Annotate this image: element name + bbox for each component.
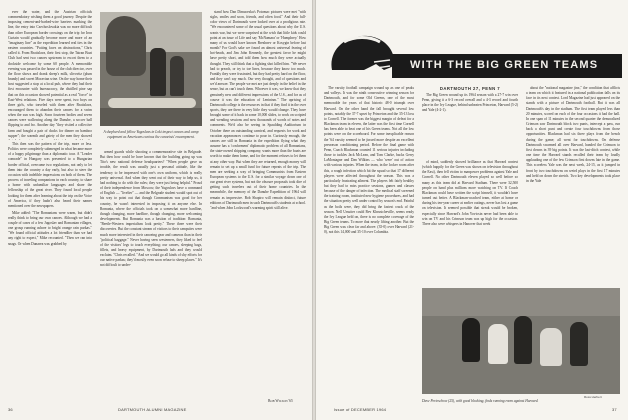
photo-figure	[170, 56, 184, 96]
game-subhead: DARTMOUTH 27, PENN 7	[439, 86, 501, 91]
section-banner	[392, 54, 622, 78]
footer-magazine-title: DARTMOUTH ALUMNI MAGAZINE	[118, 407, 187, 412]
photo-credit: Ross Herbert	[584, 395, 602, 399]
page-number-right: 37	[612, 407, 617, 412]
left-col-3	[210, 10, 306, 398]
photo-ground	[100, 108, 202, 126]
dartmouth-helmet-logo	[324, 30, 400, 78]
right-col-2-box	[422, 86, 518, 148]
shepherd-photo	[100, 12, 202, 126]
photo-player	[488, 324, 508, 364]
photo-player	[514, 316, 532, 364]
article-paragraph: of mind, suddenly showed brilliance as that Harvard contest (which happily for the Green was shown on television throughout the East), then fell victim to manpower problems against Yale and Cornell. No other Dartmouth eleven played so well before so many as this team did at Harvard Stadium. There were 32,500 people on hand plus millions more watching on TV. If Coach Blackman could have written the script himself, it wouldn't have turned out better. A Blackman-coached team, either at home or during his ten-year career at earlier outings, never has lost a game on television. It seemed possible that streak would be broken, especially since Harvard's John Yovicsin never had been able to win on TV and his Crimson team was up high for the occasion. There also were whispers in Hanover that week	[422, 160, 518, 226]
article-paragraph: This then was the pattern of the trip, more or less. Politics were completely submerged in what became more of a happy pilgrimage than a diplomatic tour. A "Leader comrade" in Hungary was presented to a Hungarian border official, overcame two regulations, not only to let them into the country a day early, but also to steer the occasion with indelible impressions on both of them. The process of traveling companions in each country, to share a home with unfamiliar languages and share the fellowship of the great river. They found local people looking for them after learning about the trip on the Voice of America, if they hadn't also heard their names mentioned over the newspapers.	[8, 142, 92, 208]
game-summary: The Big Green wound up its 1964 season with a 27-7 win over Penn, giving it a 6-3 record overall and a 4-3 record and fourth place in the Ivy League, behind unbeaten Princeton, Harvard (5-2) and Yale (4-2-1).	[422, 92, 518, 113]
photo-figure	[150, 48, 166, 96]
section-title: WITH THE BIG GREEN TEAMS	[410, 59, 599, 71]
article-paragraph: armed guards while shooting a commemorative site in Belgrade. But then how could he have known that the building going up was Tito's new national defense headquarters? "When people gave us trouble, the result was usually just a personal attitude, like the tendency to be impressed with one's own uniform, which is really pretty universal. And when they went out of their way to help us, it had nothing to do with the rules; they were just being helpful." Proud of their independence from Moscow, the Yugoslavs have a command of English — "livelier" — and the Belgrade student would spot out of his way to point out that though Communism was good for her country, he wasn't interested in imposing it on anyone else. In Romania, where the officials took on a somewhat more hardline, though changing, more hardline, though changing, more welcoming developments. But Romania was a bastion of tradition: Romania, "Beetle-Western imperialism look pretty." These three were their discoveries. But the constant stream of visitors to their campsites were much more interested in their canoeing gear and cameras than in their "political baggage." Never having seen westerners, they liked to feel of the visitors' legs to touch everything; our canoes, sleeping bags, fillets, and heavy equipment, by Dartmouth lads and they would exclaim. "Chris recalled. "And we would go all kinds of shy efforts for our native parkas; they'd mostly even soon refuse to sheep places." It's not difficult to under-	[100, 150, 202, 268]
photo-player	[462, 318, 480, 362]
photo-player	[570, 322, 588, 366]
left-col-1-top	[8, 10, 92, 140]
right-col-2	[422, 160, 518, 284]
photo-tree	[106, 16, 146, 76]
football-action-photo	[422, 288, 620, 394]
article-paragraph: about the "national magazine jinx," the condition that afflicts a team on which it featured in a national publication falls on its face in its next contest. Lord Magazine had just appeared on the stands with a picture of Dartmouth football. But it was all Dartmouth's day in the stadium. The first team played less than 20 minutes, scored on each of the four occasions it had the ball. In one span of 11 minutes in the second quarter the demoralized Crimson saw Dartmouth block two punts, intercept a pass, run back a short punt and create four touchdowns from those opportunities. Blackman had six three plays from the bench during the game; all went for touchdowns. On defense Dartmouth swarmed all over Harvard, handed the Crimson to first downs in 39 big points. It was the last-ditch contest, while one time the Harvard stands recalled their team by loudly applauding one of the few Crimson first downs late in the game. This scoreless Yale was the next week, 24-15, as it jumped in front by two touchdowns on weird plays in the first 17 minutes and held on down the stretch. Two key developments took place in the Yale	[526, 86, 620, 183]
photo-stands	[422, 288, 620, 316]
article-paragraph: ever the water, and the Austrian officials commendatory wishing them a good journey. Despite the imposing cement-and-barbed-wire barriers marking the line, the entry into Czechoslovakia was no more difficult than other European border crossings on the trip for Iron Curtain would gradually become more and more of an "imaginary line" as the expedition learned real ties in the eastern countries. "Putting faces on abstractions," Chris called it. From Bratislava, their first stop, the Tatran Boat Club had sent two canoes upstream to escort them to a dockside welcome by some 60 people. A memorable evening was passed in the house of the club director, over the floor shows and drank sheep's milk, slivovitz (plum brandy) and sweet Moravian wine. On the way home their host suggested a stop at a local pub, where they had their first encounter with bureaucracy, the distilled pine sap that on this occasion showed potential as a real "force" in East-West relations. Five days were spent, two boys on three girls, who traveled with them after Bratislava, encouraged them to abandon their canoes for a swim when the sun was high. Soon fourteen bodies and seven canoes were wallowing along the Danube, a soccer ball flipping to and fro. Another day "they visited a collective farm and bought a pair of ducks for dinner on bamboo supper"; the warmth and gaiety of the men they showed	[8, 10, 92, 138]
page-number-left: 36	[8, 407, 13, 412]
left-col-1-bottom	[8, 142, 92, 404]
left-page	[0, 0, 312, 420]
left-col-2	[100, 150, 202, 404]
photo-caption: A shepherd and fellow Yugoslavs in Loki inspect canoes and camp equipment as Americans curious the canoeists' encampment.	[103, 130, 199, 139]
photo-canoe	[108, 98, 196, 108]
article-paragraph: stand how Dan Dimucesku's Potomac pictures were met "with sighs, smiles and soon, friends, and often food." And their full-color views of Dartmouth were looked over at a prodigious rate. "We encountered some of the usual questions about why the U.S. wants war, but we were surprised at the wish that little kids could point at an issue of Life and say 'McNamara' or 'Humphrey.' How many of us would have known Brezhnev or Kosygin before last month? For God's sake we found an almost universal fearing of hot-heads, and Jim John Kennedy, the greatest favor he might have pretty short, and told them how much they were actually thought. They still think that a fighting shot killed him. "We never had to preach, or try to toe lines, because they know too much. Frankly they were frustrated, but they had pretty hard on the floor, and they can't say much. Our very thought, and of questions and we'd answer. The people we met are just deeply in the belief in the sense, but as can't touch them. Whoever it was, we knew that they genuinely new and different impressions of the U.S., and for as of course it was the education of Leninism." The uprising of Dartmouth college is the resources in that if they find it in the over sports, they are there in very little they would change. They have brought some of it back in some 10,000 slides, to work on scripted and wending sessions and now thousands of words of notes and comments. We'd also be seeing in Spaulding Auditorium in October there an outstanding carnival, and requests for work and vacation appearances continue to pour in. Curiously enough, the canoes are still in Romania in the expedition flying what they assume has a 'conforment' diplomatic problem of all Romanians, the state-owned shipping company, wants more than the boats are worth to make them home, and for the moment refuses to let them at any other way. But when they are returned, enough money will remain to set up a small fund for future repeats of the trip. The men are seeking a way of bringing Communists from Eastern European systems to the U.S. for a similar voyage down one of our great river systems, but not the obscure proposals took dire of getting such travelers out of their home countries. In the meanwhile, the memory of the Danube Expedition of 1964 will remain as impressive. Bob Shapiro will remain distinct, future editions of Dartmouth men in such Dartmouth's students at school. "and when John Lockwood's warming spirit still alive.	[210, 10, 306, 210]
photo-player	[540, 328, 562, 366]
helmet-shell	[331, 36, 394, 70]
right-col-3	[526, 86, 620, 282]
right-page	[316, 0, 628, 420]
article-byline: Bob Wilson '65	[268, 399, 293, 403]
footer-issue-date: Issue of DECEMBER 1964	[334, 407, 387, 412]
article-paragraph: Mike added: "The Romanians were warm, but didn't really think to bring our own canoes. Although we had a couple of cases of a few Jugoslav and Romanian villages, one group running ashore to bright orange rain parkas." "We found official attitudes a lot friendlier than we had any right to expect," Mike recounted. "Then we ran into snags. Or when Dunarea was grabbed by	[8, 210, 92, 246]
article-paragraph: The varsity football campaign wound up as one of peaks and valleys. It was the ninth consecutive winning season for Dartmouth, and for some Old Greens, one of the most memorable for years of that historic 48-0 triumph over Harvard. On the other hand the fall brought several low points, notably the 37-7 upset by Princeton and the 35-13 loss to Cornell. The former was the biggest margin of defeat for a Blackman team in eleven, the latter was the first time Cornell has been able to beat one of his Green teams. Not all the low points were on the scoreboard. For some inexplicable reason the '64 varsity seemed to be jinxed more despite an excellent preseason conditioning period. Before the final game with Penn, Coach Blackman counted 11 serious injuries including those to tackles Jack McLean, and Tom Clarke, backs Gerry LaMontagne and Dan Wilkins — who 'were' out of action with various injuries. When the team, in the locker room after this, a rough infection which hit the squad so that 17 different players were affected throughout the season. This was a particularly frustrating ailment. The players felt fairly healthy but they had to miss practice sessions, games and classes because of the danger of infection. The medical staff screened the training room, instituted new hygiene procedures, and had the situation pretty well under control by season's end. Painful as the boils were, they did bring the fastest crack of the season. Nell Ursutter could Bev Khrustcheville, seems ready the Ivy League held on, there is no complete coverage of the Big Green teams. To more that nearly lifting another. But the Big Green was clear far and above: (35-0) over Harvard (21-0), not this 14,000 and 35-10 over Columbia.	[324, 86, 414, 235]
right-col-1	[324, 86, 414, 404]
photo-caption: Dave Perteschow (25), with good blocking, finds running room against Harvard.	[422, 399, 539, 403]
